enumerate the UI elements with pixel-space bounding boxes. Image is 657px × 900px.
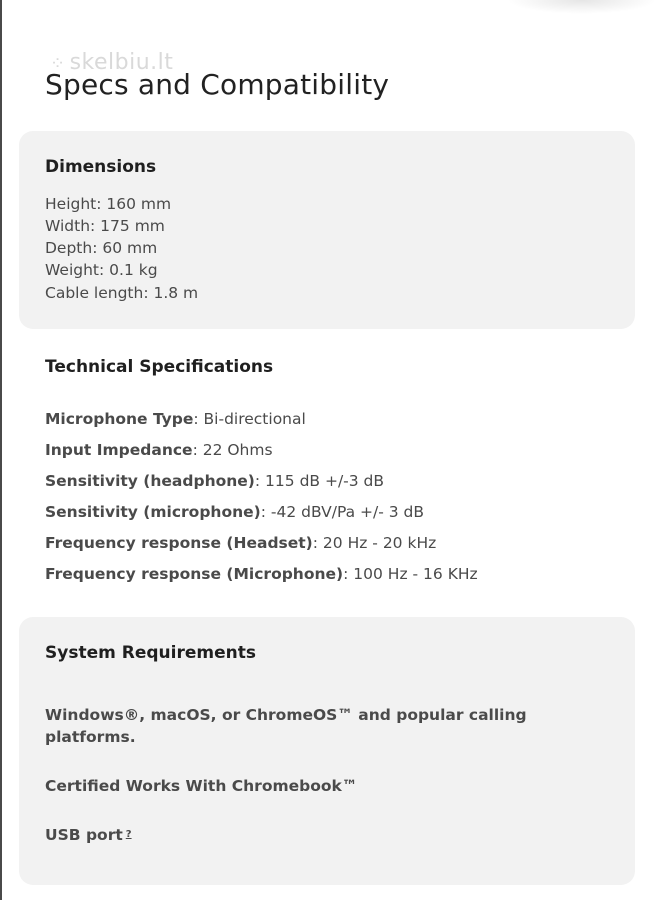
- spec-value: : 115 dB +/-3 dB: [254, 472, 385, 490]
- watermark-text: skelbiu.lt: [69, 50, 174, 75]
- dimension-row: Width: 175 mm: [45, 217, 165, 235]
- spec-value: : -42 dBV/Pa +/- 3 dB: [260, 503, 425, 521]
- spec-value: : 20 Hz - 20 kHz: [312, 534, 437, 552]
- spec-key: Frequency response (Headset): [45, 534, 313, 552]
- spec-key: Microphone Type: [45, 410, 194, 428]
- certified-text: Certified Works With Chromebook™: [45, 777, 358, 795]
- spec-row: [45, 410, 306, 428]
- page-title: Specs and Compatibility: [45, 68, 390, 101]
- usb-port-text: USB port: [45, 826, 123, 844]
- spec-key: Input Impedance: [45, 441, 193, 459]
- tech-specs-title: Technical Specifications: [45, 357, 274, 377]
- dimension-row: Weight: 0.1 kg: [45, 261, 158, 279]
- spec-key: Frequency response (Microphone): [45, 565, 344, 583]
- spec-row: [45, 503, 424, 521]
- dimensions-title: Dimensions: [45, 157, 157, 177]
- system-requirements-title: System Requirements: [45, 643, 256, 663]
- os-compatibility-text: Windows®, macOS, or ChromeOS™ and popular calling platforms.: [45, 706, 527, 746]
- spec-row: [45, 534, 436, 552]
- spec-value: : 22 Ohms: [192, 441, 273, 459]
- spec-key: Sensitivity (microphone): [45, 503, 261, 521]
- spec-row: [45, 441, 273, 459]
- spec-value: : Bi-directional: [193, 410, 306, 428]
- spec-row: [45, 565, 478, 583]
- top-shadow: [507, 0, 657, 14]
- dots-logo-icon: ⁘: [50, 53, 66, 74]
- dimension-row: Depth: 60 mm: [45, 239, 158, 257]
- spec-row: [45, 472, 384, 490]
- spec-key: Sensitivity (headphone): [45, 472, 255, 490]
- usb-port-footnote-link[interactable]: ?: [125, 829, 132, 840]
- left-edge-border: [0, 0, 2, 900]
- usb-port-row: [45, 824, 132, 846]
- spec-value: : 100 Hz - 16 KHz: [343, 565, 478, 583]
- dimension-row: Height: 160 mm: [45, 195, 172, 213]
- dimension-row: Cable length: 1.8 m: [45, 284, 199, 302]
